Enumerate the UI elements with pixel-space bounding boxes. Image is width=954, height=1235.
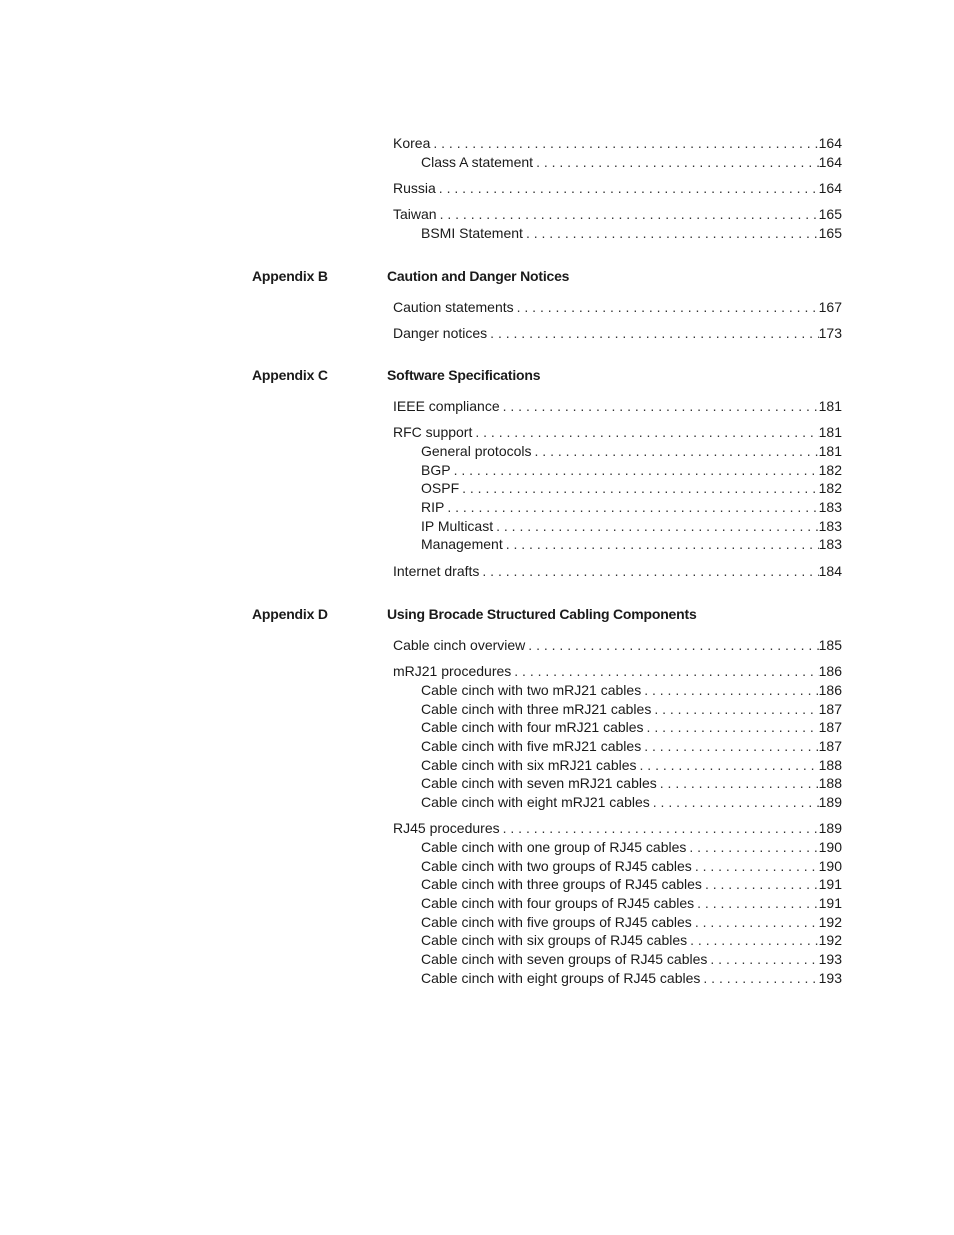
toc-group (0, 324, 954, 343)
toc-entry-title: Cable cinch with three groups of RJ45 cables (421, 876, 702, 893)
appendix-c-section (0, 367, 954, 588)
toc-entry-page-number: 185 (818, 637, 842, 653)
toc-entry-page-number: 184 (818, 562, 842, 579)
appendix-heading (0, 606, 954, 628)
toc-entry-cable-cinch-with-two-mrj21-cables[interactable] (421, 681, 842, 700)
toc-entry-caution-statements[interactable] (393, 298, 842, 317)
dot-leader (660, 774, 819, 793)
toc-entry-title: Cable cinch with two groups of RJ45 cables (421, 857, 692, 874)
toc-entry-page-number: 164 (818, 179, 842, 196)
toc-entry-rfc-support[interactable] (393, 423, 842, 442)
dot-leader (433, 134, 818, 153)
appendix-label: Appendix C (252, 367, 328, 383)
appendix-entries (0, 397, 954, 580)
appendix-label: Appendix B (252, 268, 328, 284)
toc-group (0, 819, 954, 987)
dot-leader (695, 857, 819, 876)
appendix-d-section (0, 606, 954, 995)
toc-entry-rip[interactable] (421, 498, 842, 517)
dot-leader (695, 913, 819, 932)
toc-entry-korea[interactable] (393, 134, 842, 153)
dot-leader (640, 756, 819, 775)
toc-entry-page-number: 165 (818, 224, 842, 241)
toc-entry-title: Cable cinch with eight groups of RJ45 cables (421, 969, 701, 986)
toc-entry-title: Cable cinch with five groups of RJ45 cables (421, 913, 692, 930)
toc-entry-title: Cable cinch with four mRJ21 cables (421, 719, 644, 736)
dot-leader (526, 224, 819, 243)
toc-entry-page-number: 188 (818, 756, 842, 773)
dot-leader (647, 718, 819, 737)
dot-leader (475, 423, 818, 442)
dot-leader (710, 950, 818, 969)
toc-entry-page-number: 190 (818, 857, 842, 874)
toc-entry-general-protocols[interactable] (421, 442, 842, 461)
toc-entry-taiwan[interactable] (393, 205, 842, 224)
toc-entry-page-number: 165 (818, 206, 842, 223)
toc-entry-title: Russia (393, 179, 436, 196)
toc-entry-cable-cinch-with-five-mrj21-cables[interactable] (421, 737, 842, 756)
dot-leader (690, 931, 819, 950)
dot-leader (528, 636, 818, 655)
toc-entry-page-number: 190 (818, 838, 842, 855)
toc-entry-title: Korea (393, 135, 431, 151)
toc-entry-cable-cinch-with-six-mrj21-cables[interactable] (421, 756, 842, 775)
dot-leader (503, 397, 819, 416)
dot-leader (439, 179, 819, 198)
toc-entry-title: Cable cinch with four groups of RJ45 cables (421, 894, 695, 911)
toc-entry-page-number: 181 (818, 424, 842, 441)
toc-entry-title: RIP (421, 498, 445, 515)
toc-entry-page-number: 183 (818, 498, 842, 515)
toc-entry-cable-cinch-with-four-mrj21-cables[interactable] (421, 718, 842, 737)
dot-leader (705, 875, 819, 894)
toc-group (0, 662, 954, 812)
toc-entry-page-number: 182 (818, 480, 842, 497)
dot-leader (482, 562, 818, 581)
toc-entry-class-a-statement[interactable] (421, 153, 842, 172)
toc-entry-title: Cable cinch with three mRJ21 cables (421, 700, 652, 717)
appendix-title[interactable]: Caution and Danger Notices (387, 268, 570, 284)
toc-entry-page-number: 188 (818, 775, 842, 792)
toc-entry-title: OSPF (421, 480, 460, 497)
dot-leader (517, 298, 819, 317)
toc-entry-title: IP Multicast (421, 517, 494, 534)
dot-leader (689, 838, 818, 857)
toc-entry-title: BSMI Statement (421, 224, 523, 241)
appendix-b-section (0, 268, 954, 350)
dot-leader (703, 969, 818, 988)
toc-entry-page-number: 186 (818, 681, 842, 698)
toc-entry-cable-cinch-with-four-groups-of-rj45-cables[interactable] (421, 894, 842, 913)
appendix-heading (0, 367, 954, 389)
dot-leader (535, 442, 819, 461)
toc-entry-title: Danger notices (393, 325, 488, 342)
dot-leader (447, 498, 818, 517)
toc-continued-section (0, 134, 954, 250)
toc-entry-internet-drafts[interactable] (393, 562, 842, 581)
toc-entry-title: Caution statements (393, 299, 514, 315)
toc-entry-danger-notices[interactable] (393, 324, 842, 343)
toc-entry-bsmi-statement[interactable] (421, 224, 842, 243)
dot-leader (490, 324, 818, 343)
toc-entry-ospf[interactable] (421, 479, 842, 498)
toc-entry-page-number: 189 (818, 794, 842, 810)
dot-leader (644, 737, 818, 756)
toc-entry-title: Cable cinch with eight mRJ21 cables (421, 794, 650, 810)
toc-entry-title: IEEE compliance (393, 398, 500, 414)
dot-leader (454, 461, 819, 480)
toc-entry-page-number: 189 (818, 820, 842, 837)
toc-entry-title: Cable cinch with six groups of RJ45 cables (421, 932, 688, 949)
toc-entry-title: Cable cinch overview (393, 637, 526, 653)
dot-leader (653, 793, 819, 812)
dot-leader (462, 479, 819, 498)
toc-group (0, 397, 954, 416)
toc-entry-page-number: 191 (818, 894, 842, 911)
toc-entry-page-number: 193 (818, 969, 842, 986)
toc-entry-page-number: 183 (818, 517, 842, 534)
toc-entry-title: mRJ21 procedures (393, 663, 512, 680)
toc-entry-page-number: 183 (818, 536, 842, 553)
appendix-title[interactable]: Software Specifications (387, 367, 541, 383)
dot-leader (496, 517, 819, 536)
toc-entry-bgp[interactable] (421, 461, 842, 480)
toc-entry-title: RFC support (393, 424, 473, 441)
dot-leader (440, 205, 819, 224)
toc-entry-cable-cinch-with-two-groups-of-rj45-cables[interactable] (421, 857, 842, 876)
appendix-entries (0, 636, 954, 987)
toc-entry-cable-cinch-with-seven-groups-of-rj45-cables[interactable] (421, 950, 842, 969)
toc-entry-ieee-compliance[interactable] (393, 397, 842, 416)
toc-entry-title: Taiwan (393, 206, 437, 223)
toc-entry-mrj21-procedures[interactable] (393, 662, 842, 681)
toc-group (0, 179, 954, 198)
toc-entry-page-number: 187 (818, 737, 842, 754)
toc-entry-cable-cinch-with-three-groups-of-rj45-cables[interactable] (421, 875, 842, 894)
toc-entry-cable-cinch-with-six-groups-of-rj45-cables[interactable] (421, 931, 842, 950)
toc-entry-cable-cinch-with-five-groups-of-rj45-cables[interactable] (421, 913, 842, 932)
toc-entry-title: Cable cinch with seven groups of RJ45 cables (421, 951, 708, 967)
appendix-heading (0, 268, 954, 290)
toc-group (0, 134, 954, 171)
toc-entry-page-number: 164 (818, 153, 842, 170)
toc-entry-page-number: 187 (818, 700, 842, 717)
toc-entry-cable-cinch-with-three-mrj21-cables[interactable] (421, 700, 842, 719)
toc-entry-cable-cinch-with-eight-groups-of-rj45-cables[interactable] (421, 969, 842, 988)
toc-entry-title: Internet drafts (393, 562, 480, 579)
dot-leader (644, 681, 818, 700)
appendix-entries (0, 298, 954, 343)
toc-entry-title: Management (421, 536, 503, 553)
dot-leader (503, 819, 819, 838)
toc-group (0, 636, 954, 655)
toc-entry-title: BGP (421, 461, 451, 478)
toc-entry-title: General protocols (421, 442, 532, 459)
toc-entry-title: Cable cinch with five mRJ21 cables (421, 737, 642, 754)
toc-entry-title: Cable cinch with six mRJ21 cables (421, 756, 637, 773)
toc-entry-page-number: 186 (818, 663, 842, 680)
toc-entry-page-number: 182 (818, 461, 842, 478)
toc-entry-page-number: 192 (818, 932, 842, 949)
toc-entry-page-number: 181 (818, 398, 842, 414)
toc-entry-title: Cable cinch with one group of RJ45 cables (421, 838, 687, 855)
dot-leader (506, 535, 819, 554)
toc-entry-title: Class A statement (421, 153, 534, 170)
toc-group (0, 205, 954, 242)
toc-entry-cable-cinch-with-eight-mrj21-cables[interactable] (421, 793, 842, 812)
toc-entry-page-number: 192 (818, 913, 842, 930)
toc-entry-title: RJ45 procedures (393, 820, 500, 837)
toc-entry-ip-multicast[interactable] (421, 517, 842, 536)
toc-entry-title: Cable cinch with two mRJ21 cables (421, 681, 642, 698)
toc-group (0, 298, 954, 317)
dot-leader (536, 153, 819, 172)
toc-entry-cable-cinch-overview[interactable] (393, 636, 842, 655)
dot-leader (514, 662, 818, 681)
toc-group (0, 562, 954, 581)
toc-entry-management[interactable] (421, 535, 842, 554)
toc-entry-page-number: 193 (818, 951, 842, 967)
toc-entry-page-number: 191 (818, 876, 842, 893)
toc-entry-page-number: 167 (818, 299, 842, 315)
toc-entry-cable-cinch-with-one-group-of-rj45-cables[interactable] (421, 838, 842, 857)
toc-entry-page-number: 181 (818, 442, 842, 459)
appendix-title[interactable]: Using Brocade Structured Cabling Components (387, 606, 697, 622)
appendix-label: Appendix D (252, 606, 328, 622)
toc-entry-title: Cable cinch with seven mRJ21 cables (421, 775, 657, 792)
toc-entry-cable-cinch-with-seven-mrj21-cables[interactable] (421, 774, 842, 793)
toc-entry-rj45-procedures[interactable] (393, 819, 842, 838)
toc-entry-page-number: 164 (818, 135, 842, 151)
toc-group (0, 423, 954, 554)
dot-leader (697, 894, 818, 913)
toc-entry-russia[interactable] (393, 179, 842, 198)
dot-leader (654, 700, 818, 719)
toc-entry-page-number: 173 (818, 325, 842, 342)
toc-entry-page-number: 187 (818, 719, 842, 736)
